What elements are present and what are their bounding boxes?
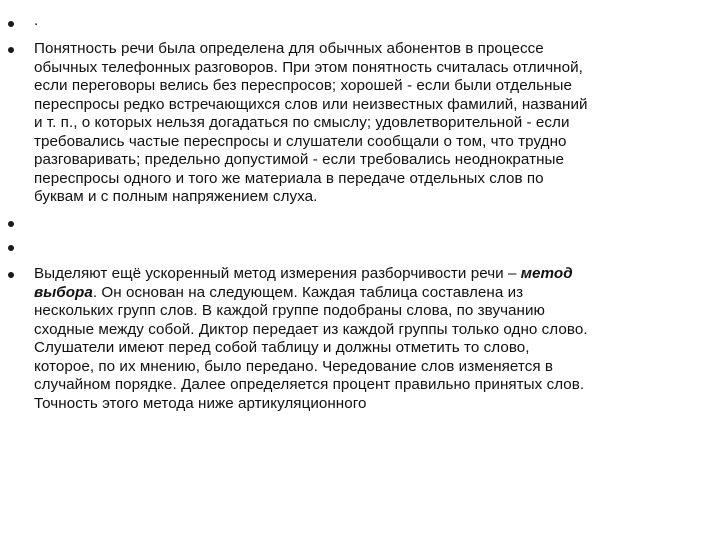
text-line: буквам и с полным напряжением слуха. <box>34 188 318 205</box>
text-line: . <box>34 12 39 29</box>
text-line: нескольких групп слов. В каждой группе подобраны слова, по звучанию <box>34 302 545 319</box>
bullet-dot-icon <box>8 21 14 27</box>
text-line: сходные между собой. Диктор передает из каждой группы только одно слово. <box>34 320 588 338</box>
text-line: Понятность речи была определена для обычных абонентов в процессе <box>34 40 544 57</box>
bullet-dot-icon <box>8 272 14 278</box>
bullet-dot-icon <box>8 221 14 227</box>
text-line: Слушатели имеют перед собой таблицу и должны отметить то слово, <box>34 339 530 356</box>
bullet-dot-icon <box>8 47 14 53</box>
bullet-text <box>34 265 714 413</box>
text-line: и т. п., о которых нельзя догадаться по смыслу; удовлетворительной - если <box>34 114 570 131</box>
bullet-text <box>34 40 714 207</box>
text-line: Точность этого метода ниже артикуляционного <box>34 394 367 412</box>
text-line <box>34 265 714 284</box>
text-line: разговаривать; предельно допустимой - если требовались неоднократные <box>34 151 564 168</box>
text-line: требовались частые переспросы и слушатели сообщали о том, что трудно <box>34 132 567 150</box>
text-rest: . Он основан на следующем. Каждая таблица составлена из <box>92 283 524 301</box>
bullet-dot-icon <box>8 245 14 251</box>
bullet-text <box>34 12 714 31</box>
text-line: если переговоры велись без переспросов; хорошей - если были отдельные <box>34 77 572 94</box>
text-line: переспросы одного и того же материала в передаче отдельных слов по <box>34 169 544 187</box>
emphasis-term: метод <box>520 265 573 282</box>
emphasis-term: выбора <box>34 283 93 301</box>
text-line <box>34 284 714 303</box>
text-line: переспросы редко встречающихся слов или неизвестных фамилий, названий <box>34 95 588 113</box>
text-line: обычных телефонных разговоров. При этом понятность считалась отличной, <box>34 58 583 76</box>
text-line: которое, по их мнению, было передано. Чередование слов изменяется в <box>34 357 554 375</box>
text-line: случайном порядке. Далее определяется процент правильно принятых слов. <box>34 376 585 393</box>
text-prefix: Выделяют ещё ускоренный метод измерения разборчивости речи – <box>34 265 521 282</box>
